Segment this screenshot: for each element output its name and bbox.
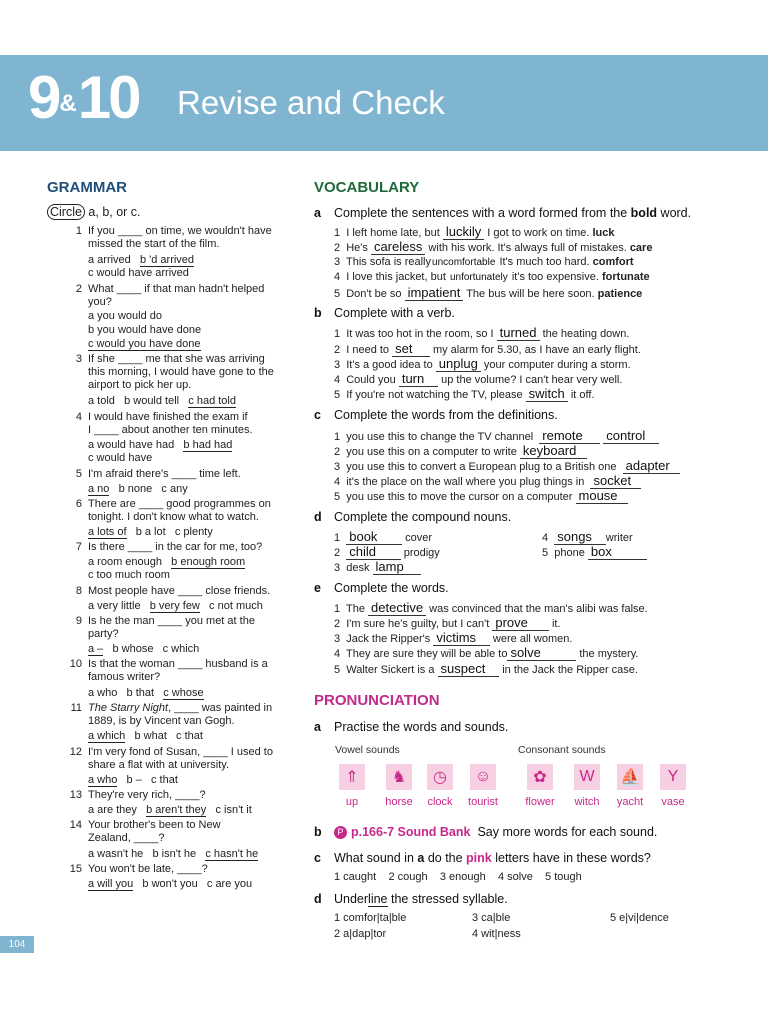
flower-icon: ✿ bbox=[527, 764, 553, 790]
vocab-b-instruction: b Complete with a verb. bbox=[314, 306, 455, 320]
vocabulary-heading: VOCABULARY bbox=[314, 179, 420, 196]
pronunciation-heading: PRONUNCIATION bbox=[314, 692, 440, 709]
clock-icon: ◷ bbox=[427, 764, 453, 790]
pron-b-instruction: b P p.166-7 Sound Bank Say more words for each sound. bbox=[314, 825, 658, 839]
consonant-sounds-label: Consonant sounds bbox=[518, 744, 606, 756]
vocab-c-instruction: c Complete the words from the definitions. bbox=[314, 408, 558, 422]
tourist-icon: ☺ bbox=[470, 764, 496, 790]
sound-word: vase bbox=[661, 796, 685, 808]
sound-word: clock bbox=[427, 796, 453, 808]
page-number: 104 bbox=[0, 936, 34, 953]
page-title: Revise and Check bbox=[177, 84, 445, 121]
grammar-heading: GRAMMAR bbox=[47, 179, 127, 196]
yacht-icon: ⛵ bbox=[617, 764, 643, 790]
vocab-d-instruction: d Complete the compound nouns. bbox=[314, 510, 512, 524]
witch-icon: W bbox=[574, 764, 600, 790]
sound-word: yacht bbox=[616, 796, 644, 808]
sound-word: up bbox=[345, 796, 359, 808]
sound-word: flower bbox=[525, 796, 555, 808]
pron-c-words: 1 caught 2 cough 3 enough 4 solve 5 tough bbox=[334, 871, 582, 883]
pron-c-instruction: c What sound in a do the pink letters have in these words? bbox=[314, 851, 651, 865]
p-badge-icon: P bbox=[334, 826, 347, 839]
sound-word: witch bbox=[574, 796, 600, 808]
horse-icon: ♞ bbox=[386, 764, 412, 790]
sound-word: tourist bbox=[468, 796, 498, 808]
vocab-e-instruction: e Complete the words. bbox=[314, 581, 449, 595]
pron-d-instruction: d Underline the stressed syllable. bbox=[314, 892, 508, 906]
grammar-instruction: Circle a, b, or c. bbox=[47, 206, 141, 219]
sound-bank-link[interactable]: p.166-7 Sound Bank bbox=[351, 825, 471, 839]
sound-word: horse bbox=[385, 796, 413, 808]
vocab-a-instruction: a Complete the sentences with a word formed from the bold word. bbox=[314, 206, 692, 220]
vase-icon: Y bbox=[660, 764, 686, 790]
up-arrow-icon: ⇑ bbox=[339, 764, 365, 790]
vowel-sounds-label: Vowel sounds bbox=[335, 744, 400, 756]
pron-a-instruction: a Practise the words and sounds. bbox=[314, 720, 509, 734]
unit-number: 9&10 bbox=[28, 64, 139, 131]
